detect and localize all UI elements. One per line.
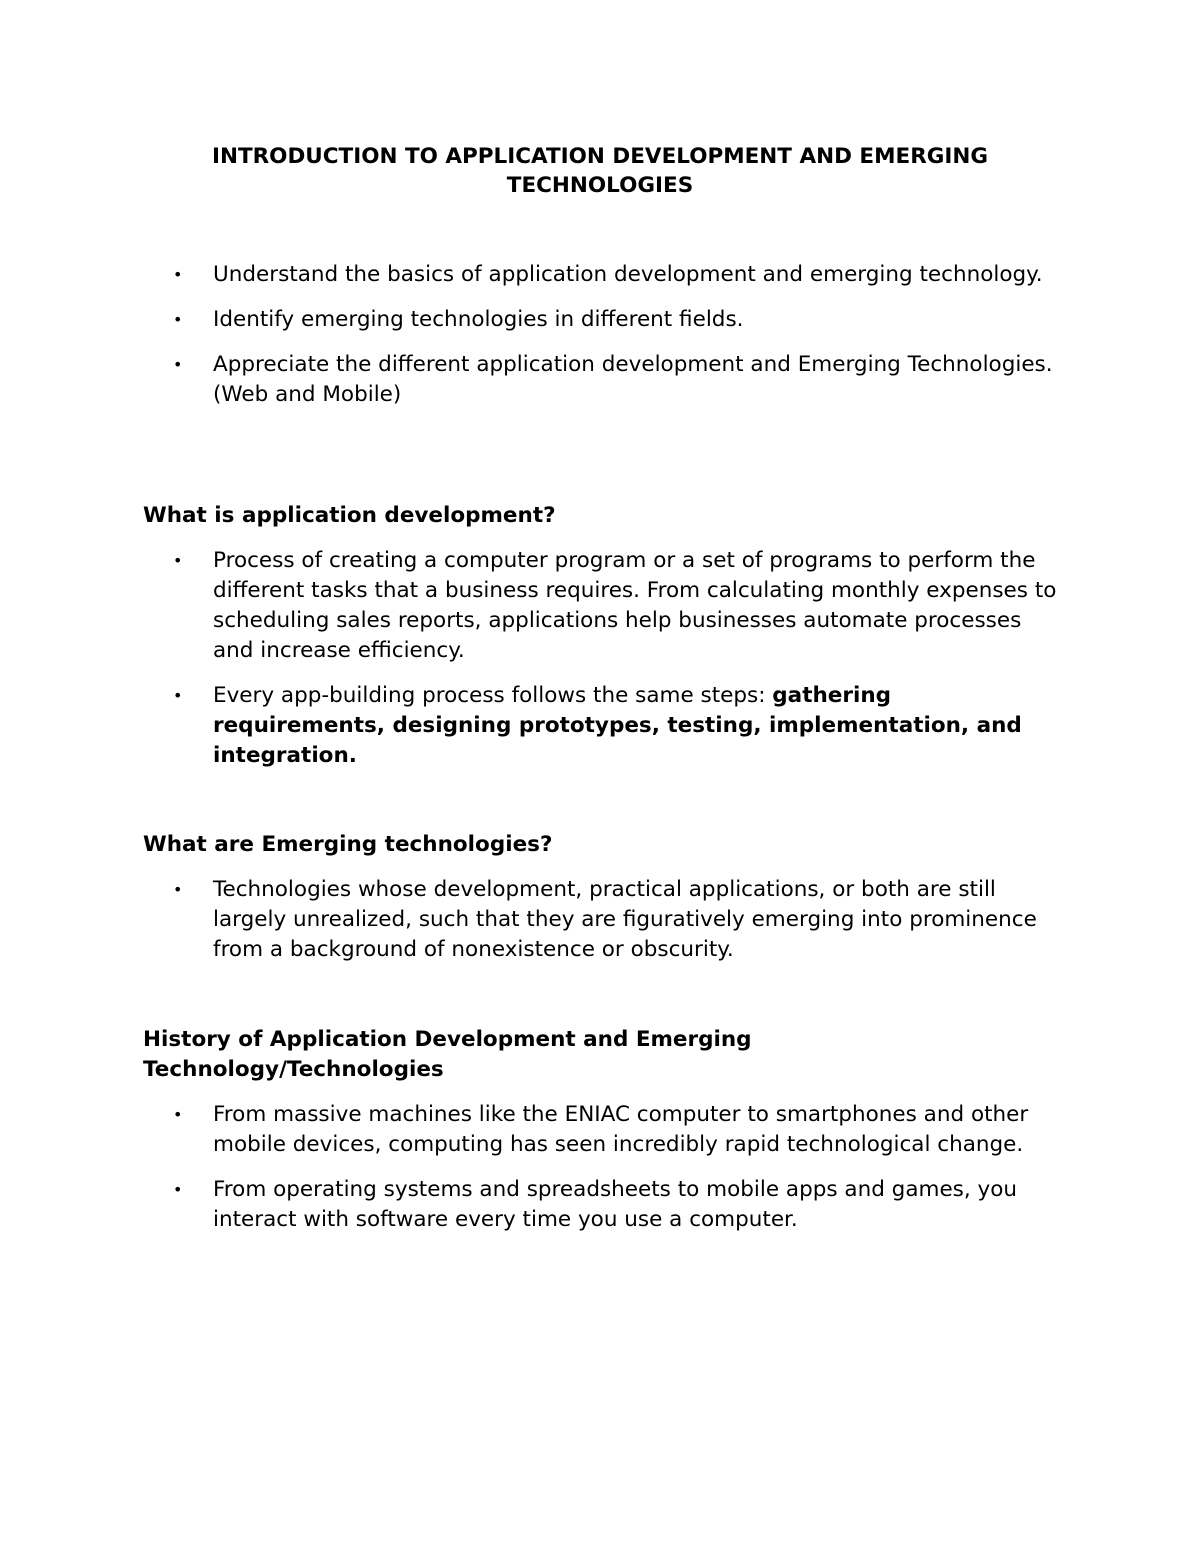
list-item-text: Process of creating a computer program or a set of programs to perform the different tasks that a business requires. From calculating monthly expenses to scheduling sales reports, applications help businesses automate processes and increase efficiency. (213, 548, 1057, 663)
document-title: INTRODUCTION TO APPLICATION DEVELOPMENT AND EMERGING TECHNOLOGIES (211, 144, 989, 198)
list-item (143, 350, 1057, 410)
list-item-text: From operating systems and spreadsheets to mobile apps and games, you interact with software every time you use a computer. (213, 1177, 1018, 1232)
bullet-icon: • (173, 880, 183, 899)
section-heading-application-development: What is application development? (143, 503, 556, 528)
list-item-text: Understand the basics of application development and emerging technology. (213, 262, 1043, 287)
list-item-text: Appreciate the different application development and Emerging Technologies. (Web and Mobile) (213, 352, 1053, 407)
bullet-icon: • (173, 1105, 183, 1124)
section-heading-emerging-technologies: What are Emerging technologies? (143, 832, 553, 857)
list-item-text: Every app-building process follows the same steps: (213, 683, 773, 708)
list-item (143, 546, 1057, 666)
list-item-text: Identify emerging technologies in different fields. (213, 307, 744, 332)
list-item-text: From massive machines like the ENIAC computer to smartphones and other mobile devices, computing has seen incredibly rapid technological change. (213, 1102, 1029, 1157)
bullet-icon: • (173, 355, 183, 374)
section-heading-history: History of Application Development and Emerging Technology/Technologies (143, 1027, 752, 1082)
emerging-technologies-list (143, 875, 1057, 965)
list-item (143, 1100, 1057, 1160)
list-item (143, 875, 1057, 965)
history-list (143, 1100, 1057, 1235)
bullet-icon: • (173, 310, 183, 329)
list-item (143, 305, 1057, 335)
bullet-icon: • (173, 551, 183, 570)
bullet-icon: • (173, 265, 183, 284)
bullet-icon: • (173, 1180, 183, 1199)
list-item (143, 260, 1057, 290)
list-item-bold-text: gathering requirements, designing prototypes, testing, implementation, and integration. (213, 683, 1022, 768)
application-development-list (143, 546, 1057, 771)
list-item (143, 681, 1057, 771)
list-item (143, 1175, 1057, 1235)
list-item-text: Technologies whose development, practical applications, or both are still largely unrealized, such that they are figuratively emerging into prominence from a background of nonexistence or obscurity. (213, 877, 1037, 962)
objectives-list (143, 260, 1057, 410)
bullet-icon: • (173, 686, 183, 705)
